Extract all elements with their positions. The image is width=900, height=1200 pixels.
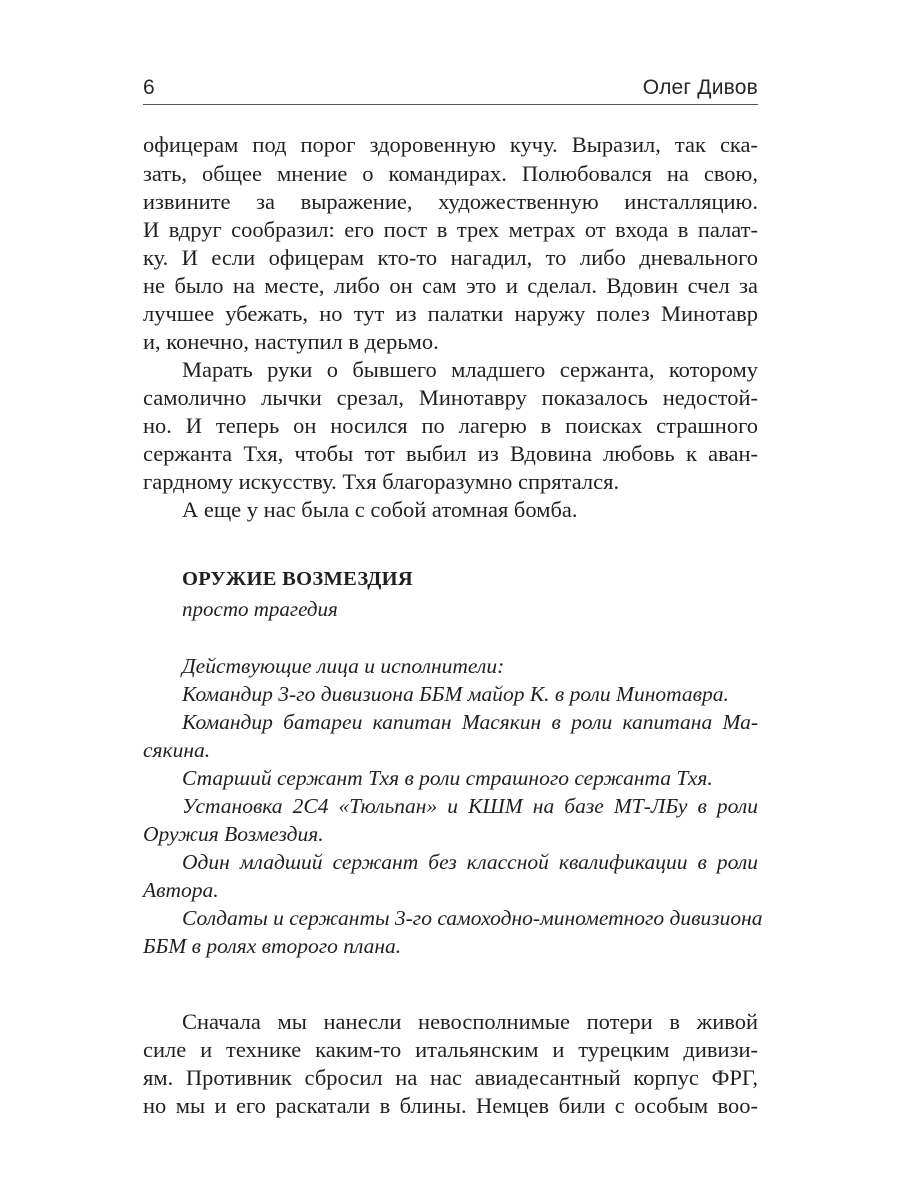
text-line: гардному искусству. Тхя благоразумно спрятался. — [143, 469, 620, 494]
text-line: Сначала мы нанесли невосполнимые потери в живой — [182, 1009, 758, 1034]
text-line: самолично лычки срезал, Минотавру показалось недостой- — [143, 385, 758, 410]
text-line: Марать руки о бывшего младшего сержанта, которому — [182, 357, 758, 382]
text-line: ку. И если офицерам кто-то нагадил, то либо дневального — [143, 245, 758, 270]
text-line: и, конечно, наступил в дерьмо. — [143, 329, 439, 354]
text-line: не было на месте, либо он сам это и сделал. Вдовин счел за — [143, 273, 758, 298]
cast-entry-cont: Оружия Возмездия. — [143, 822, 324, 846]
text-line: А еще у нас была с собой атомная бомба. — [182, 497, 578, 522]
section-subtitle: просто трагедия — [182, 597, 338, 621]
text-line: но. И теперь он носился по лагерю в поисках страшного — [143, 413, 758, 438]
section-title: ОРУЖИЕ ВОЗМЕЗДИЯ — [182, 568, 413, 590]
text-line: сержанта Тхя, чтобы тот выбил из Вдовина любовь к аван- — [143, 441, 758, 466]
cast-entry-cont: ББМ в ролях второго плана. — [143, 934, 402, 958]
cast-entry-cont: сякина. — [143, 738, 211, 762]
text-line: ям. Противник сбросил на нас авиадесантный корпус ФРГ, — [143, 1065, 758, 1090]
text-line: лучшее убежать, но тут из палатки наружу полез Минотавр — [143, 301, 758, 326]
cast-entry: Старший сержант Тхя в роли страшного сержанта Тхя. — [182, 766, 713, 790]
text-line: извините за выражение, художественную инсталляцию. — [143, 189, 758, 214]
text-line: но мы и его раскатали в блины. Немцев били с особым воо- — [143, 1093, 758, 1118]
text-line: силе и технике каким-то итальянским и турецким дивизи- — [143, 1037, 758, 1062]
text-line: офицерам под порог здоровенную кучу. Выразил, так ска- — [143, 132, 758, 157]
cast-entry: Установка 2С4 «Тюльпан» и КШМ на базе МТ-ЛБу в роли — [182, 794, 758, 818]
author-name: Олег Дивов — [642, 76, 758, 99]
text-line: зать, общее мнение о командирах. Полюбовался на свою, — [143, 161, 758, 186]
running-head — [143, 74, 758, 104]
cast-entry: Солдаты и сержанты 3-го самоходно-минометного дивизиона — [182, 906, 763, 930]
text-line: И вдруг сообразил: его пост в трех метрах от входа в палат- — [143, 217, 758, 242]
header-rule — [143, 104, 758, 105]
cast-entry-cont: Автора. — [143, 878, 219, 902]
cast-heading: Действующие лица и исполнители: — [182, 654, 505, 678]
cast-entry: Командир 3-го дивизиона ББМ майор К. в роли Минотавра. — [182, 682, 729, 706]
cast-entry: Командир батареи капитан Масякин в роли капитана Ма- — [182, 710, 758, 734]
page-number: 6 — [143, 76, 155, 99]
cast-entry: Один младший сержант без классной квалификации в роли — [182, 850, 758, 874]
